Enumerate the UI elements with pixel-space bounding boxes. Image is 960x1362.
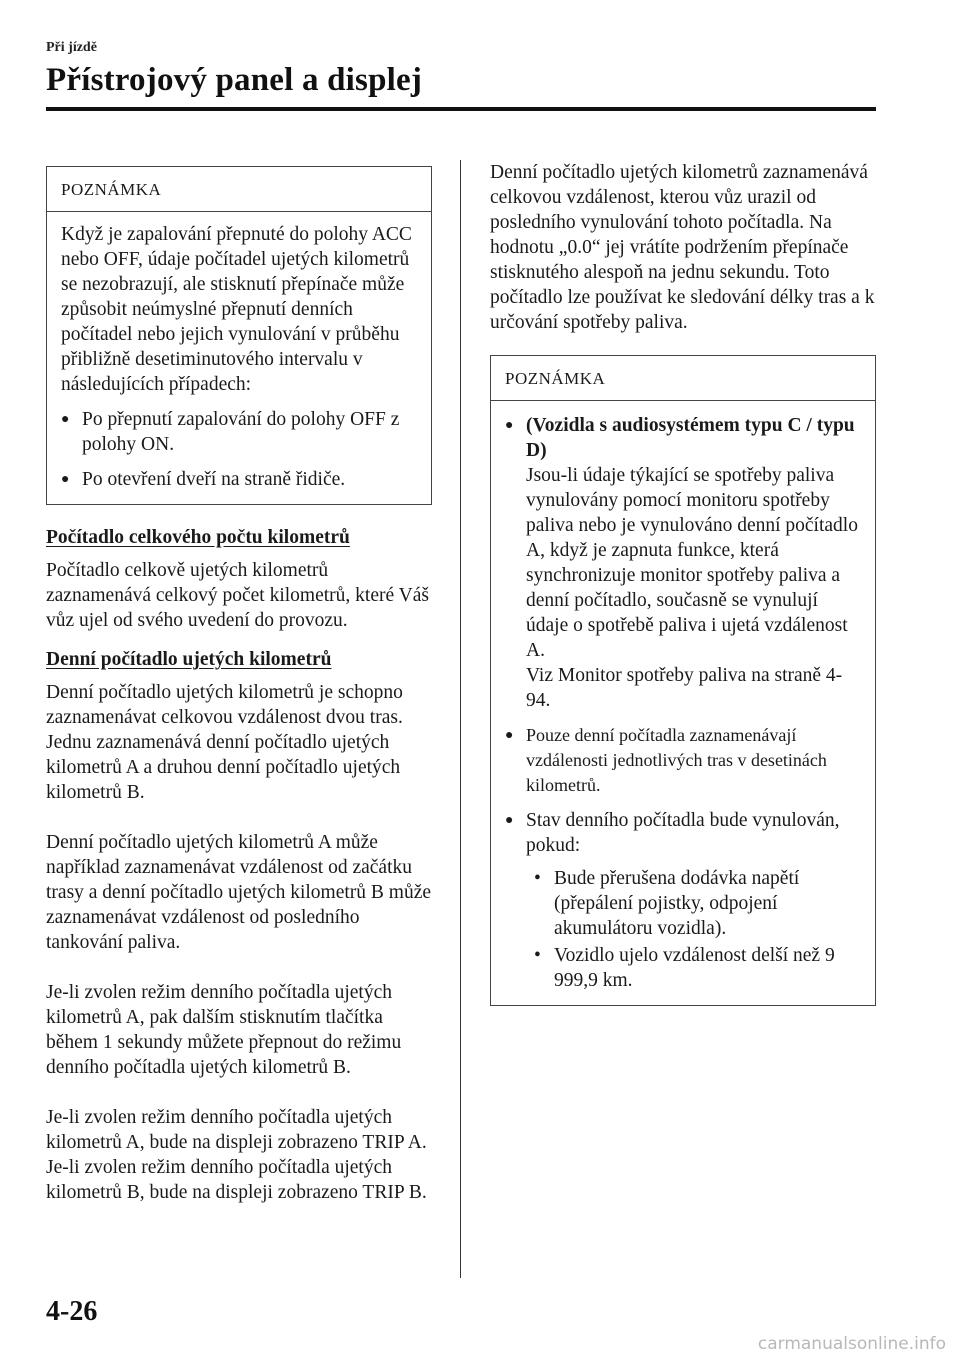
bullet-text: Jsou-li údaje týkající se spotřeby paliva vynulovány pomocí monitoru spotřeby paliva nebo je vynulováno denní počítadlo A, když je zapnuta funkce, která synchronizuje monitor spotřeby paliva a denní počítadlo, současně se vynulují údaje o spotřebě paliva i ujetá vzdálenost A. (526, 465, 858, 661)
sub-bullet-text: Bude přerušena dodávka napětí (přepálení pojistky, odpojení akumulátoru vozidla). (554, 868, 800, 939)
page-number: 4-26 (46, 1296, 98, 1327)
note-box-ignition (46, 166, 432, 505)
note-body (491, 401, 875, 1005)
column-divider (460, 160, 461, 1278)
note-header: POZNÁMKA (47, 167, 431, 212)
note-header: POZNÁMKA (491, 356, 875, 401)
right-column (490, 160, 876, 1006)
sub-bullet (534, 943, 861, 993)
page-title: Přístrojový panel a displej (46, 62, 423, 98)
bullet-reference: Viz Monitor spotřeby paliva na straně 4-94. (526, 665, 843, 711)
bullet-icon: ● (61, 472, 70, 487)
note-bullet (505, 808, 861, 993)
sub-bullet-icon: • (534, 868, 541, 889)
bullet-text: Po přepnutí zapalování do polohy OFF z polohy ON. (82, 409, 400, 455)
note-box-trip (490, 355, 876, 1006)
watermark: carmanualsonline.info (757, 1334, 946, 1354)
trip-paragraph: Denní počítadlo ujetých kilometrů je schopno zaznamenávat celkovou vzdálenost dvou tras. Jednu zaznamenává denní počítadlo ujetých kilometrů A a druhou denní počítadlo ujetých kilometrů B. (46, 682, 403, 803)
title-rule (46, 107, 876, 111)
note-body (47, 212, 431, 504)
sub-bullet-text: Vozidlo ujelo vzdálenost delší než 9 999,9 km. (554, 945, 835, 991)
note-bullet (505, 723, 861, 798)
note-bullet (505, 413, 861, 713)
sub-bullet-icon: • (534, 945, 541, 966)
odometer-text: Počítadlo celkově ujetých kilometrů zaznamenává celkový počet kilometrů, které Váš vůz ujel od svého uvedení do provozu. (46, 560, 429, 631)
note-bullet (61, 407, 417, 457)
trip-paragraph: Denní počítadlo ujetých kilometrů A může například zaznamenávat vzdálenost od začátku trasy a denní počítadlo ujetých kilometrů B může zaznamenávat vzdálenost od posledního tankování paliva. (46, 832, 432, 953)
bullet-icon: ● (505, 813, 514, 828)
bullet-content (526, 413, 861, 713)
bullet-text: Stav denního počítadla bude vynulován, pokud: (526, 810, 840, 856)
left-column (46, 166, 432, 1205)
bullet-icon: ● (61, 412, 70, 427)
bullet-icon: ● (505, 728, 514, 743)
trip-reset-text: Denní počítadlo ujetých kilometrů zaznamenává celkovou vzdálenost, kterou vůz urazil od posledního vynulování tohoto počítadla. Na hodnotu „0.0“ jej vrátíte podržením přepínače stisknutého alespoň na jednu sekundu. Toto počítadlo lze používat ke sledování délky tras a k určování spotřeby paliva. (490, 162, 875, 333)
trip-paragraph: Je-li zvolen režim denního počítadla ujetých kilometrů A, pak dalším stisknutím tlačítka během 1 sekundy můžete přepnout do režimu denního počítadla ujetých kilometrů B. (46, 982, 402, 1078)
note-intro: Když je zapalování přepnuté do polohy ACC nebo OFF, údaje počítadel ujetých kilometrů se nezobrazují, ale stisknutí přepínače může způsobit neúmyslné přepnutí denních počítadel nebo jejich vynulování v průběhu přibližně desetiminutového intervalu v následujících případech: (61, 224, 412, 395)
bullet-icon: ● (505, 418, 514, 433)
bullet-content (526, 808, 861, 993)
trip-heading: Denní počítadlo ujetých kilometrů (46, 649, 332, 670)
section-label: Při jízdě (46, 40, 97, 55)
bullet-title: (Vozidla s audiosystémem typu C / typu D) (526, 415, 855, 461)
sub-bullet (534, 866, 861, 941)
bullet-text: Po otevření dveří na straně řidiče. (82, 469, 346, 490)
trip-paragraph: Je-li zvolen režim denního počítadla ujetých kilometrů A, bude na displeji zobrazeno TRIP A. Je-li zvolen režim denního počítadla ujetých kilometrů B, bude na displeji zobrazeno TRIP B. (46, 1107, 427, 1203)
note-bullet (61, 467, 417, 492)
bullet-text: Pouze denní počítadla zaznamenávají vzdálenosti jednotlivých tras v desetinách kilometrů. (526, 725, 827, 795)
odometer-heading: Počítadlo celkového počtu kilometrů (46, 527, 350, 548)
